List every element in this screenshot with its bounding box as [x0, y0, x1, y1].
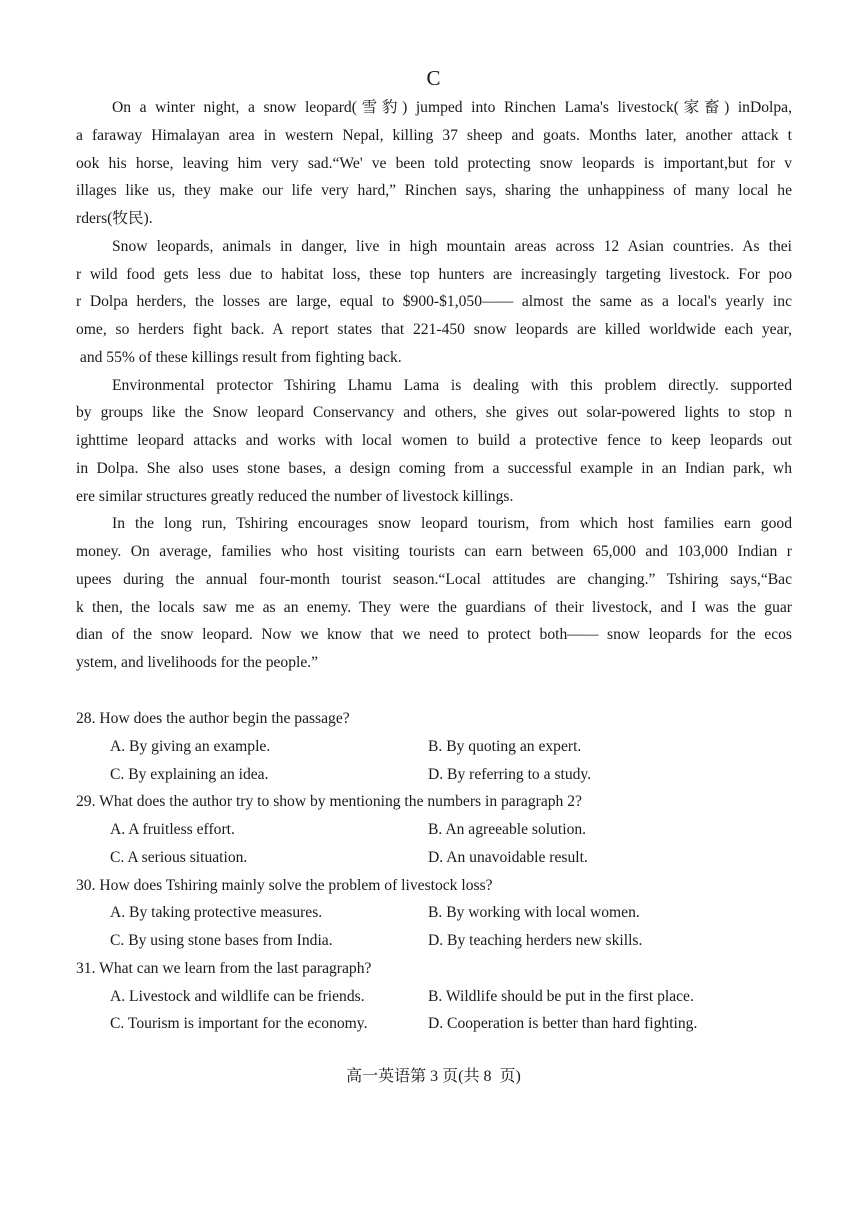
question-28: [76, 705, 792, 788]
option-c: C. By using stone bases from India.: [110, 932, 333, 949]
question-list: [76, 705, 792, 1038]
option-row: [76, 983, 792, 1011]
option-b: B. Wildlife should be put in the first place.: [428, 987, 694, 1005]
option-b: B. An agreeable solution.: [428, 821, 587, 838]
option-d: D. By referring to a study.: [428, 765, 592, 783]
question-stem: 28. How does the author begin the passage?: [76, 710, 350, 727]
option-a: A. A fruitless effort.: [110, 821, 235, 838]
option-row: [76, 899, 792, 927]
section-letter: C: [426, 66, 441, 90]
option-c: C. A serious situation.: [110, 848, 248, 866]
option-row: [76, 733, 792, 761]
passage-line: k then, the locals saw me as an enemy. They were the guardians of their livestock, and I was the guar: [76, 598, 792, 616]
option-d: D. By teaching herders new skills.: [428, 932, 643, 949]
option-a: A. Livestock and wildlife can be friends.: [110, 987, 365, 1005]
passage-line: by groups like the Snow leopard Conservancy and others, she gives out solar-powered lights to stop n: [76, 404, 792, 422]
passage-line: and 55% of these killings result from fighting back.: [76, 348, 402, 366]
option-d: D. An unavoidable result.: [428, 848, 588, 866]
question-stem: 31. What can we learn from the last paragraph?: [76, 959, 372, 977]
passage-line: money. On average, families who host visiting tourists can earn between 65,000 and 103,000 Indian r: [76, 543, 792, 560]
option-row: [76, 816, 792, 844]
passage-line: a faraway Himalayan area in western Nepal, killing 37 sheep and goats. Months later, another attack t: [76, 126, 792, 144]
passage-line: r wild food gets less due to habitat loss, these top hunters are increasingly targeting livestock. For poo: [76, 265, 792, 283]
option-row: [76, 761, 792, 789]
passage-line: ighttime leopard attacks and works with local women to build a protective fence to keep leopards out: [76, 432, 792, 449]
question-30: [76, 872, 792, 955]
page-footer: 高一英语第 3 页(共 8 页): [346, 1068, 521, 1085]
passage-line: ome, so herders fight back. A report states that 221-450 snow leopards are killed worldwide each year,: [76, 321, 792, 338]
passage-line: ystem, and livelihoods for the people.”: [76, 654, 319, 671]
option-b: B. By working with local women.: [428, 904, 640, 922]
option-row: [76, 1010, 792, 1038]
option-c: C. By explaining an idea.: [110, 765, 269, 783]
passage-line: rders(牧民).: [76, 210, 153, 227]
option-b: B. By quoting an expert.: [428, 737, 582, 755]
option-d: D. Cooperation is better than hard fighting.: [428, 1015, 698, 1033]
passage-line: Environmental protector Tshiring Lhamu Lama is dealing with this problem directly. supported: [112, 376, 792, 394]
question-31: [76, 955, 792, 1038]
passage-line: In the long run, Tshiring encourages snow leopard tourism, from which host families earn good: [112, 515, 792, 533]
question-stem: 30. How does Tshiring mainly solve the problem of livestock loss?: [76, 876, 493, 894]
passage-line: upees during the annual four-month tourist season.“Local attitudes are changing.” Tshiring says,“Bac: [76, 570, 792, 588]
passage-line: dian of the snow leopard. Now we know that we need to protect both—— snow leopards for the ecos: [76, 626, 792, 644]
option-a: A. By taking protective measures.: [110, 904, 323, 922]
passage-line: in Dolpa. She also uses stone bases, a design coming from a successful example in an Indian park, wh: [76, 459, 792, 477]
passage-line: On a winter night, a snow leopard(雪豹) jumped into Rinchen Lama's livestock(家畜) inDolpa,: [112, 99, 792, 116]
option-row: [76, 844, 792, 872]
option-a: A. By giving an example.: [110, 737, 271, 755]
question-stem: 29. What does the author try to show by mentioning the numbers in paragraph 2?: [76, 793, 582, 811]
question-29: [76, 788, 792, 871]
passage-line: r Dolpa herders, the losses are large, equal to $900-$1,050—— almost the same as a local's yearly inc: [76, 293, 792, 311]
reading-passage: [76, 94, 792, 677]
passage-line: Snow leopards, animals in danger, live in high mountain areas across 12 Asian countries. As thei: [112, 237, 792, 255]
option-row: [76, 927, 792, 955]
passage-line: ere similar structures greatly reduced the number of livestock killings.: [76, 487, 514, 505]
passage-line: ook his horse, leaving him very sad.“We' ve been told protecting snow leopards is important,but for v: [76, 154, 792, 172]
passage-line: illages like us, they make our life very hard,” Rinchen says, sharing the unhappiness of many local he: [76, 182, 792, 200]
option-c: C. Tourism is important for the economy.: [110, 1015, 368, 1033]
